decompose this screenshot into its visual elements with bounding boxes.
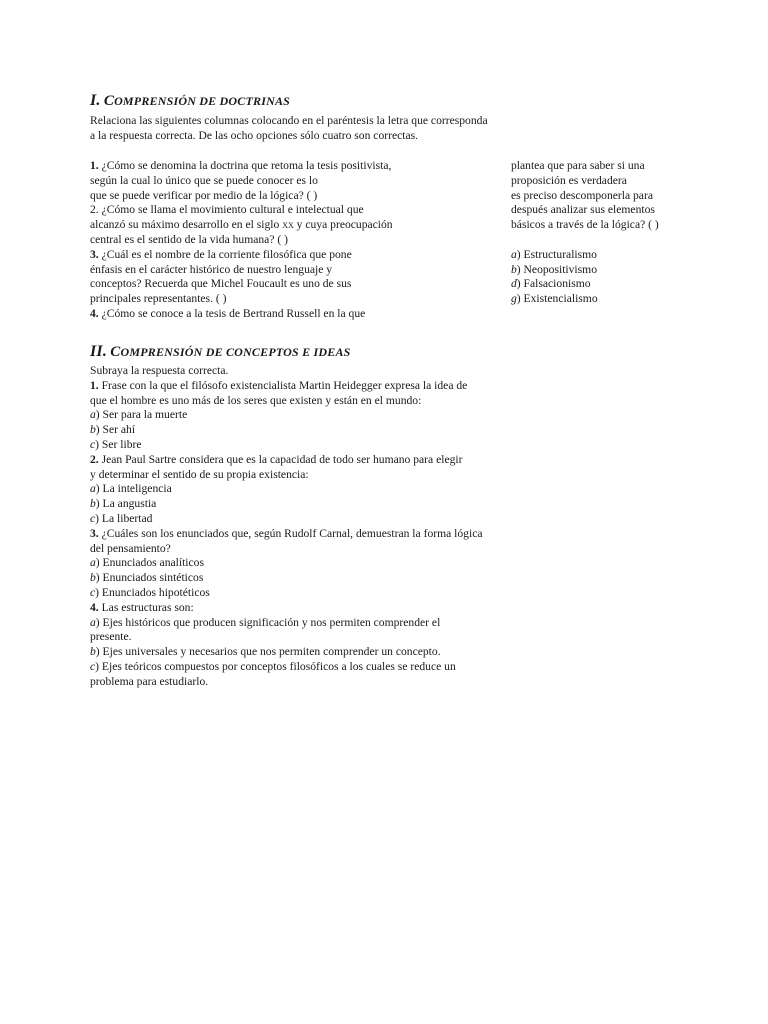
question-4-number: 4.: [90, 306, 99, 320]
option-letter: c: [90, 659, 96, 673]
section-2-heading: [90, 345, 351, 360]
option-item: [511, 248, 659, 263]
option-text: ) Enunciados hipotéticos: [95, 585, 210, 599]
option-item: [90, 512, 483, 527]
question-4-continuation: proposición es verdadera: [511, 173, 627, 187]
s2-question-2-line: [90, 453, 483, 468]
s2-question-4-number: 4.: [90, 600, 99, 614]
option-item: [511, 277, 659, 292]
s2-question-1-line: que el hombre es uno más de los seres que existen y están en el mundo:: [90, 393, 422, 407]
century-numeral: xx: [282, 219, 294, 232]
option-letter: a: [511, 247, 517, 261]
option-letter: d: [511, 277, 517, 291]
question-1-text: ¿Cómo se denomina la doctrina que retoma la tesis positivista,: [98, 159, 392, 172]
s2-question-4-text: Las estructuras son:: [98, 600, 194, 614]
question-1-line: [90, 159, 393, 174]
section-2-number: II.: [90, 343, 108, 360]
s2-question-2-text: Jean Paul Sartre considera que es la capacidad de todo ser humano para elegir: [98, 452, 463, 466]
option-text: ) La inteligencia: [95, 482, 172, 496]
section-2-instruction: Subraya la respuesta correcta.: [90, 364, 229, 377]
question-4-text: ¿Cómo se conoce a la tesis de Bertrand Russell en la que: [98, 306, 366, 320]
option-text: ) Enunciados analíticos: [95, 556, 204, 570]
option-item: [511, 292, 659, 307]
s2-question-3-line: del pensamiento?: [90, 541, 171, 555]
question-2-text: y cuya preocupación: [293, 218, 393, 232]
question-4-continuation: plantea que para saber si una: [511, 159, 645, 172]
option-letter: g: [511, 292, 517, 306]
option-text: ) Existencialismo: [516, 292, 598, 306]
question-3-number: 3.: [90, 247, 99, 261]
option-item: [90, 616, 483, 631]
option-text: ) Ejes históricos que producen significación y nos permiten comprender el: [95, 615, 441, 629]
option-item: [90, 571, 483, 586]
section-1-title-initial: C: [103, 93, 115, 109]
intro-line: Relaciona las siguientes columnas colocando en el paréntesis la letra que corresponda: [90, 114, 488, 127]
question-3-line: [90, 248, 393, 263]
question-3-line: énfasis en el carácter histórico de nuestro lenguaje y: [90, 262, 333, 276]
option-letter: b: [511, 262, 517, 276]
s2-question-1-number: 1.: [90, 378, 99, 392]
s2-question-3-text: ¿Cuáles son los enunciados que, según Rudolf Carnal, demuestran la forma lógica: [98, 526, 483, 540]
option-item: [90, 660, 483, 675]
option-item: [90, 586, 483, 601]
section-1-left-column: [90, 159, 393, 322]
option-text-continuation: presente.: [90, 630, 132, 644]
option-letter: a: [90, 615, 96, 629]
s2-question-3-number: 3.: [90, 526, 99, 540]
section-2-title-initial: C: [110, 344, 121, 360]
question-2-line: [90, 218, 393, 233]
option-item: [90, 497, 483, 512]
option-item: [90, 423, 483, 438]
s2-question-1-line: [90, 379, 483, 394]
s2-question-1-text: Frase con la que el filósofo existencialista Martin Heidegger expresa la idea de: [98, 378, 468, 392]
question-2-line: 2. ¿Cómo se llama el movimiento cultural e intelectual que: [90, 203, 364, 217]
option-letter: b: [90, 497, 96, 511]
question-4-line: [90, 307, 393, 322]
option-item: [90, 438, 483, 453]
option-text: ) Estructuralismo: [516, 247, 597, 261]
option-letter: c: [90, 585, 96, 599]
option-item: [90, 556, 483, 571]
option-text-continuation: problema para estudiarlo.: [90, 674, 209, 688]
option-letter: c: [90, 511, 96, 525]
section-1-title-rest: OMPRENSIÓN DE DOCTRINAS: [114, 94, 291, 108]
question-1-line: que se puede verificar por medio de la lógica? ( ): [90, 188, 318, 202]
question-2-line: central es el sentido de la vida humana? ( ): [90, 232, 288, 246]
option-text: ) Falsacionismo: [516, 277, 591, 291]
option-item: [90, 408, 483, 423]
section-1-number: I.: [90, 92, 101, 109]
section-1-right-column: [511, 159, 659, 307]
question-1-line: según la cual lo único que se puede conocer es lo: [90, 173, 318, 187]
option-item: [90, 482, 483, 497]
option-text: ) Ejes teóricos compuestos por conceptos filosóficos a los cuales se reduce un: [95, 659, 456, 673]
option-item: [90, 645, 483, 660]
question-2-text: alcanzó su máximo desarrollo en el siglo: [90, 218, 283, 232]
question-1-number: 1.: [90, 159, 99, 172]
option-text: ) Neopositivismo: [516, 262, 597, 276]
option-text: ) La libertad: [95, 511, 153, 525]
question-3-line: conceptos? Recuerda que Michel Foucault es uno de sus: [90, 277, 352, 291]
intro-line: a la respuesta correcta. De las ocho opciones sólo cuatro son correctas.: [90, 128, 419, 142]
s2-question-2-line: y determinar el sentido de su propia existencia:: [90, 467, 309, 481]
option-text: ) Ejes universales y necesarios que nos permiten comprender un concepto.: [95, 645, 441, 659]
s2-question-2-number: 2.: [90, 452, 99, 466]
s2-question-4-line: [90, 601, 483, 616]
option-text: ) Enunciados sintéticos: [95, 571, 204, 585]
option-letter: b: [90, 645, 96, 659]
option-letter: a: [90, 556, 96, 570]
question-4-continuation: después analizar sus elementos: [511, 203, 655, 217]
option-text: ) Ser para la muerte: [95, 408, 188, 422]
option-item: [511, 263, 659, 278]
question-4-continuation: básicos a través de la lógica? ( ): [511, 218, 659, 232]
question-4-continuation: es preciso descomponerla para: [511, 188, 653, 202]
option-letter: c: [90, 437, 96, 451]
section-1-intro: [90, 114, 488, 144]
option-letter: a: [90, 482, 96, 496]
section-2-body: [90, 364, 483, 690]
section-1-heading: [90, 94, 290, 109]
option-letter: a: [90, 408, 96, 422]
option-text: ) Ser ahí: [95, 423, 136, 437]
question-3-text: ¿Cuál es el nombre de la corriente filosófica que pone: [98, 247, 352, 261]
option-letter: b: [90, 423, 96, 437]
section-2-title-rest: OMPRENSIÓN DE CONCEPTOS E IDEAS: [120, 345, 351, 359]
option-text: ) Ser libre: [95, 437, 142, 451]
s2-question-3-line: [90, 527, 483, 542]
option-letter: b: [90, 571, 96, 585]
question-3-line: principales representantes. ( ): [90, 292, 227, 306]
option-text: ) La angustia: [95, 497, 157, 511]
